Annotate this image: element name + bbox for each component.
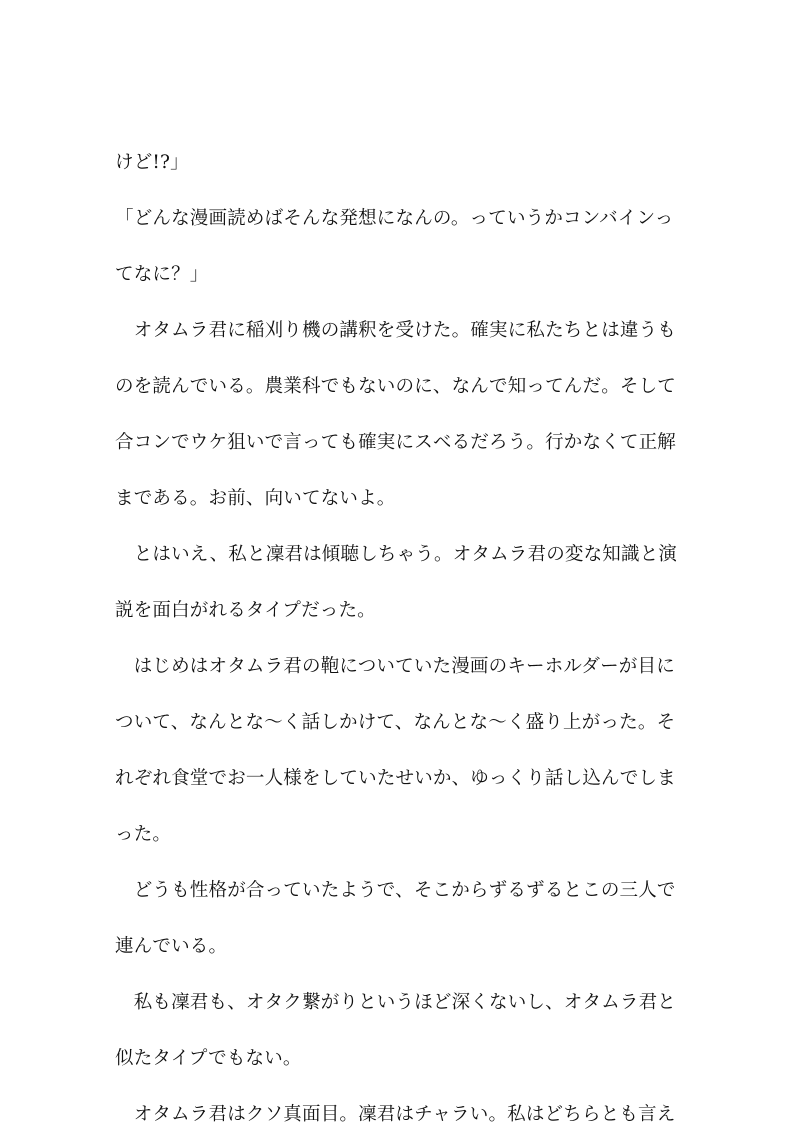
text-line: けど!?」 xyxy=(115,152,189,173)
text-line: はじめはオタムラ君の鞄についていた漫画のキーホルダーが目に xyxy=(115,656,675,677)
text-line: まである。お前、向いてないよ。 xyxy=(115,488,396,509)
text-line: 「どんな漫画読めばそんな発想になんの。っていうかコンバインっ xyxy=(115,208,674,229)
text-line: 私も凜君も、オタク繋がりというほど深くないし、オタムラ君と xyxy=(115,992,677,1013)
text-line: とはいえ、私と凜君は傾聴しちゃう。オタムラ君の変な知識と演 xyxy=(115,544,678,565)
text-line: 似たタイプでもない。 xyxy=(115,1048,302,1069)
text-line: どうも性格が合っていたようで、そこからずるずるとこの三人で xyxy=(115,880,676,901)
body-text xyxy=(115,140,680,1148)
text-line: った。 xyxy=(115,824,172,845)
text-line: オタムラ君に稲刈り機の講釈を受けた。確実に私たちとは違うも xyxy=(115,320,677,341)
text-line: ついて、なんとな～く話しかけて、なんとな～く盛り上がった。そ xyxy=(115,712,676,733)
text-line: れぞれ食堂でお一人様をしていたせいか、ゆっくり話し込んでしま xyxy=(115,768,676,789)
text-line: 連んでいる。 xyxy=(115,936,228,957)
text-line: オタムラ君はクソ真面目。凜君はチャラい。私はどちらとも言え xyxy=(115,1104,676,1125)
text-line: 説を面白がれるタイプだった。 xyxy=(115,600,376,621)
text-line: 合コンでウケ狙いで言っても確実にスベるだろう。行かなくて正解 xyxy=(115,432,677,453)
text-line: てなに？」 xyxy=(115,264,209,285)
text-line: のを読んでいる。農業科でもないのに、なんで知ってんだ。そして xyxy=(115,376,677,397)
